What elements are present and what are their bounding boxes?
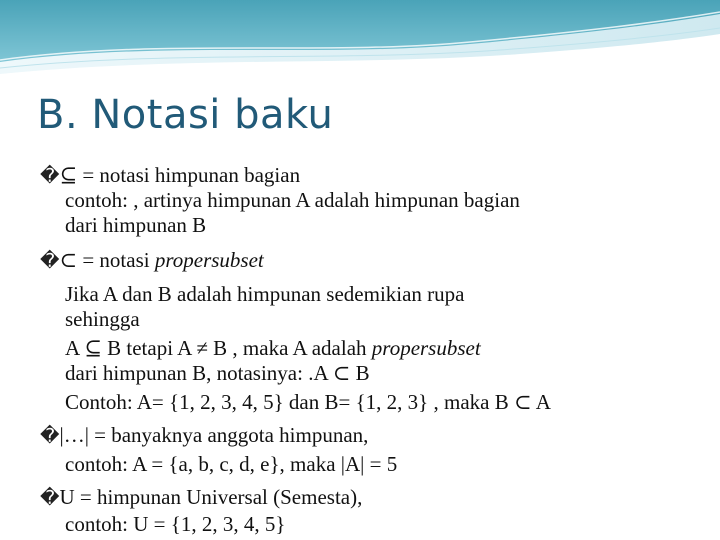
text-segment: ⊂ (332, 361, 351, 385)
text-segment: Contoh: A= {1, 2, 3, 4, 5} dan B= {1, 2, 3} , maka B (65, 390, 514, 414)
bullet-continuation (65, 361, 370, 385)
bullet-item (40, 163, 300, 188)
text-segment: B tetapi A (101, 336, 197, 360)
text-segment: |…| = banyaknya anggota himpunan, (59, 423, 369, 447)
text-segment: ⊆ (59, 163, 78, 187)
text-segment: Jika A dan B adalah himpunan sedemikian rupa (65, 282, 465, 306)
bullet-continuation (65, 213, 206, 237)
bullet-glyph: � (40, 165, 60, 187)
bullet-item (40, 248, 264, 273)
text-segment: ⊆ (84, 336, 102, 360)
text-segment: B (350, 361, 370, 385)
italic-term: propersubset (154, 248, 264, 272)
text-segment: ⊂ (514, 390, 532, 414)
text-segment: dari himpunan B, notasinya: .A (65, 361, 333, 385)
text-segment: ≠ (196, 336, 208, 360)
text-segment: ⊂ (59, 248, 78, 272)
italic-term: propersubset (371, 336, 481, 360)
bullet-item (40, 485, 362, 510)
text-segment: U = himpunan Universal (Semesta), (59, 485, 363, 509)
bullet-continuation (65, 336, 481, 360)
text-segment: contoh: , artinya himpunan A adalah himpunan bagian (65, 188, 520, 212)
bullet-glyph: � (40, 425, 60, 447)
text-segment: A (531, 390, 551, 414)
text-segment: A (65, 336, 85, 360)
text-segment: dari himpunan B (65, 213, 207, 237)
text-segment: contoh: A = {a, b, c, d, e}, maka |A| = 5 (65, 452, 398, 476)
text-segment: = notasi himpunan bagian (77, 163, 301, 187)
bullet-continuation (65, 452, 397, 476)
bullet-glyph: � (40, 487, 60, 509)
text-segment: = notasi (77, 248, 155, 272)
bullet-glyph: � (40, 250, 60, 272)
bullet-continuation (65, 188, 520, 212)
bullet-continuation (65, 282, 465, 306)
bullet-continuation (65, 307, 140, 331)
text-segment: B , maka A adalah (207, 336, 372, 360)
text-segment: contoh: U = {1, 2, 3, 4, 5} (65, 512, 286, 536)
bullet-item (40, 423, 368, 448)
bullet-continuation (65, 512, 285, 536)
slide-title: B. Notasi baku (37, 92, 334, 138)
bullet-continuation (65, 390, 551, 414)
text-segment: sehingga (65, 307, 140, 331)
